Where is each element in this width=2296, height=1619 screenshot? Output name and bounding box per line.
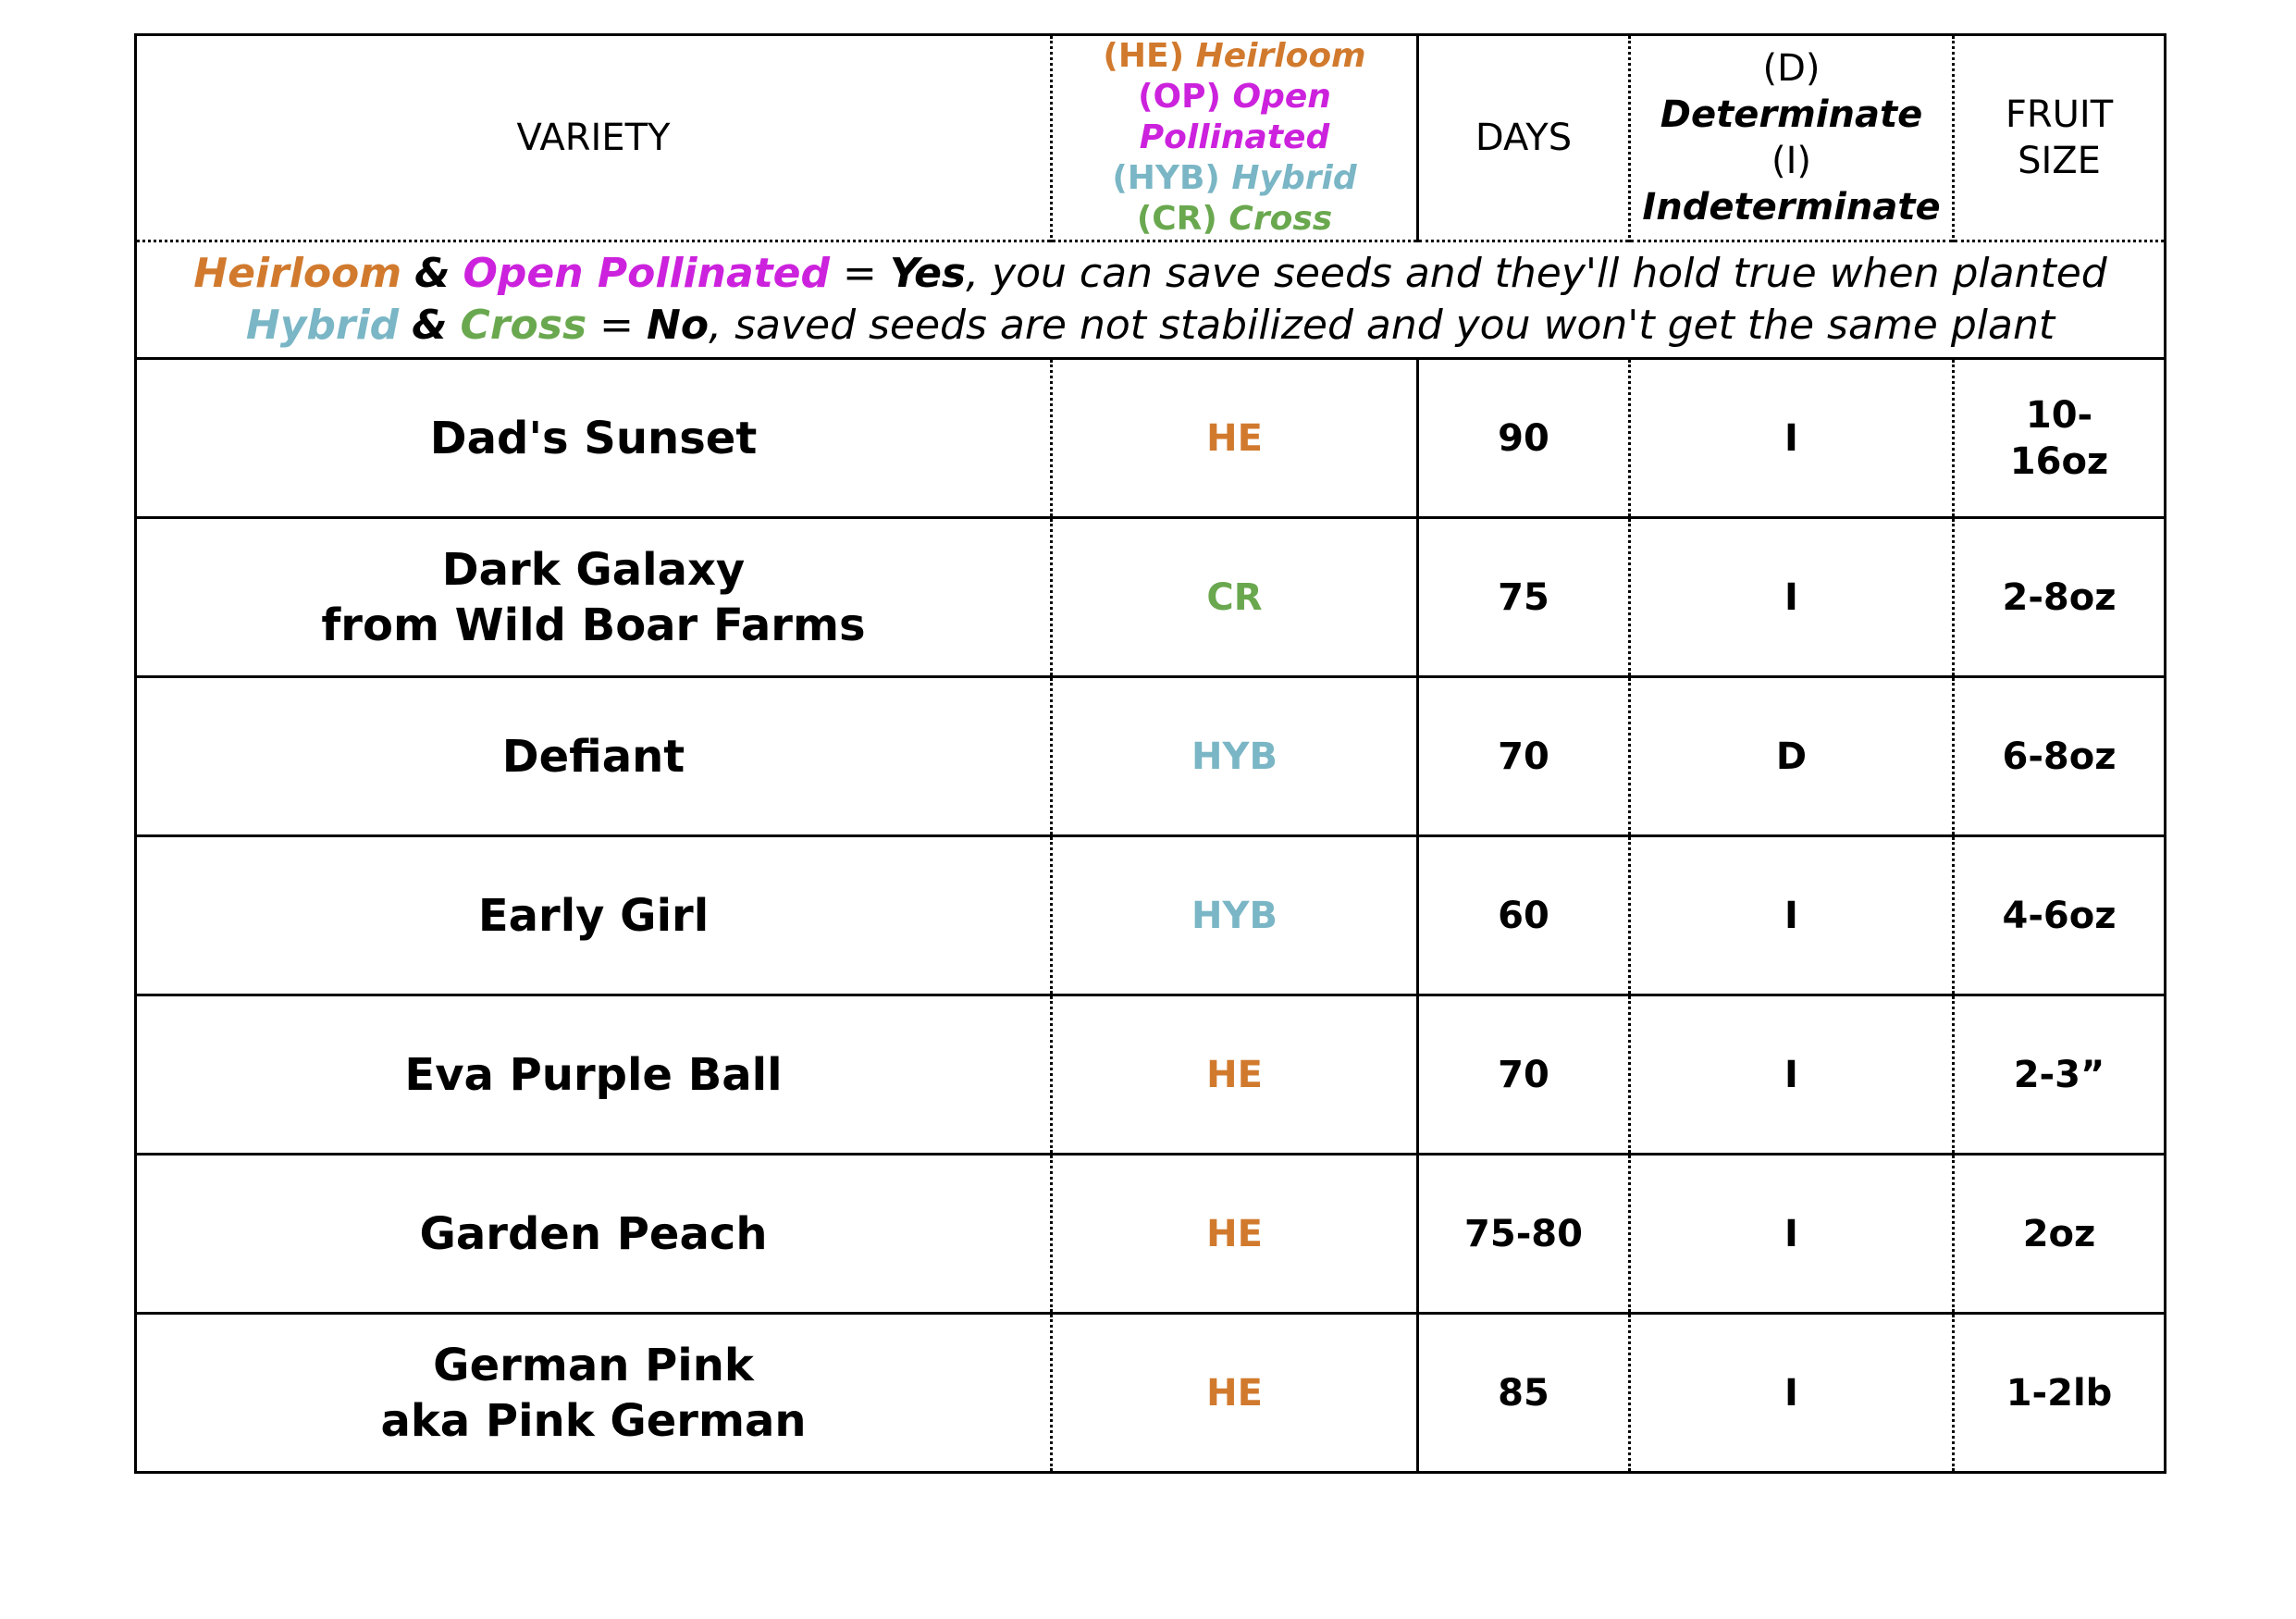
variety-subtitle: aka Pink German	[380, 1394, 807, 1447]
variety-cell	[136, 677, 1052, 836]
seed-table-sheet	[134, 33, 2164, 1474]
header-row	[136, 35, 2166, 241]
days-cell: 70	[1418, 995, 1630, 1155]
type-cell: HE	[1052, 1155, 1418, 1314]
table-row	[136, 1314, 2166, 1473]
variety-table	[134, 33, 2166, 1474]
growth-cell: I	[1630, 1155, 1954, 1314]
growth-cell: I	[1630, 995, 1954, 1155]
type-cell: HYB	[1052, 836, 1418, 995]
growth-cell: I	[1630, 359, 1954, 518]
header-fruit-size	[1954, 35, 2166, 241]
growth-cell: I	[1630, 518, 1954, 677]
fruit-size-value: 2-3”	[2013, 1053, 2105, 1096]
variety-name: Dark Galaxy	[441, 543, 746, 596]
fruit-size-value: 2-8oz	[2002, 575, 2117, 619]
days-cell: 60	[1418, 836, 1630, 995]
variety-cell	[136, 1314, 1052, 1473]
growth-cell: I	[1630, 1314, 1954, 1473]
table-row	[136, 1155, 2166, 1314]
variety-cell	[136, 995, 1052, 1155]
fruit-size-value-2: 16oz	[2009, 439, 2109, 483]
fruit-size-cell	[1954, 1314, 2166, 1473]
variety-name: Early Girl	[477, 889, 710, 942]
header-fruit-label: FRUIT	[2005, 93, 2114, 136]
variety-cell	[136, 359, 1052, 518]
variety-name: Dad's Sunset	[429, 412, 758, 464]
fruit-size-value: 2oz	[2022, 1212, 2096, 1255]
type-cell: HE	[1052, 995, 1418, 1155]
days-cell: 75-80	[1418, 1155, 1630, 1314]
header-days: DAYS	[1418, 35, 1630, 241]
days-cell: 90	[1418, 359, 1630, 518]
fruit-size-cell	[1954, 677, 2166, 836]
header-type-legend	[1052, 35, 1418, 241]
variety-name: Garden Peach	[419, 1207, 768, 1260]
type-cell: HE	[1052, 1314, 1418, 1473]
days-cell: 70	[1418, 677, 1630, 836]
seed-saving-note	[136, 241, 2166, 359]
days-cell: 75	[1418, 518, 1630, 677]
legend-hybrid: (HYB) Hybrid	[1112, 159, 1357, 197]
variety-name: Eva Purple Ball	[404, 1048, 783, 1101]
note-line-yes: Heirloom & Open Pollinated = Yes, you can save seeds and they'll hold true when planted	[193, 250, 2107, 297]
growth-indeterminate: (I) Indeterminate	[1642, 140, 1941, 229]
fruit-size-cell	[1954, 359, 2166, 518]
fruit-size-value: 4-6oz	[2002, 894, 2117, 937]
table-row	[136, 677, 2166, 836]
table-row	[136, 518, 2166, 677]
fruit-size-cell	[1954, 836, 2166, 995]
growth-cell: D	[1630, 677, 1954, 836]
variety-name: German Pink	[433, 1339, 754, 1391]
table-row	[136, 995, 2166, 1155]
legend-heirloom: (HE) Heirloom	[1103, 37, 1366, 75]
header-size-label: SIZE	[2018, 140, 2101, 182]
variety-name: Defiant	[501, 730, 685, 783]
table-row	[136, 836, 2166, 995]
type-cell: CR	[1052, 518, 1418, 677]
header-variety: VARIETY	[136, 35, 1052, 241]
fruit-size-cell	[1954, 518, 2166, 677]
fruit-size-value: 10-	[2025, 393, 2093, 437]
legend-open-pollinated: (OP) Open Pollinated	[1138, 78, 1331, 156]
fruit-size-value: 6-8oz	[2002, 735, 2117, 778]
fruit-size-cell	[1954, 1155, 2166, 1314]
note-line-no: Hybrid & Cross = No, saved seeds are not stabilized and you won't get the same plant	[245, 302, 2055, 349]
days-cell: 85	[1418, 1314, 1630, 1473]
growth-cell: I	[1630, 836, 1954, 995]
legend-cross: (CR) Cross	[1136, 200, 1333, 238]
fruit-size-cell	[1954, 995, 2166, 1155]
table-row	[136, 359, 2166, 518]
variety-cell	[136, 518, 1052, 677]
type-cell: HYB	[1052, 677, 1418, 836]
seed-saving-note-row	[136, 241, 2166, 359]
growth-determinate: (D) Determinate	[1660, 47, 1923, 136]
type-cell: HE	[1052, 359, 1418, 518]
variety-cell	[136, 836, 1052, 995]
fruit-size-value: 1-2lb	[2006, 1371, 2113, 1415]
variety-subtitle: from Wild Boar Farms	[321, 599, 866, 651]
variety-cell	[136, 1155, 1052, 1314]
header-growth	[1630, 35, 1954, 241]
